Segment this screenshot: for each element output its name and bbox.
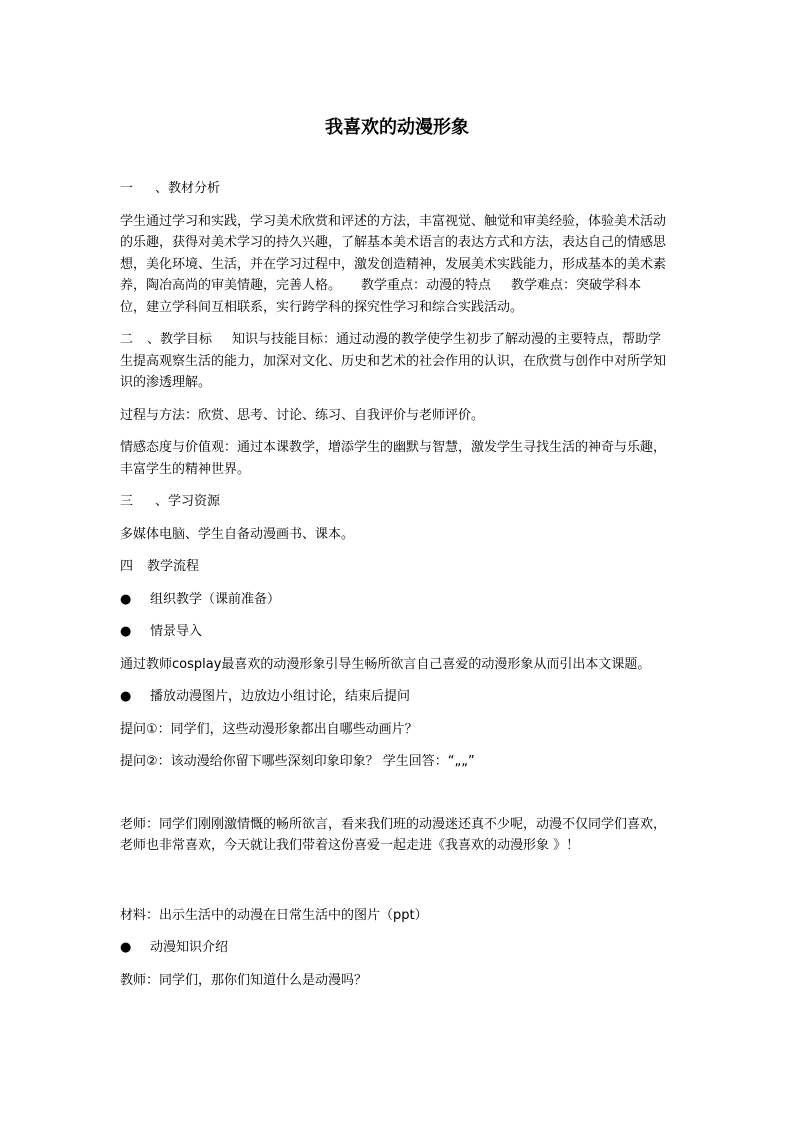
bullet-item-text: 情景导入 (150, 624, 203, 639)
section2-knowledge-goal: 知识与技能目标：通过动漫的教学使学生初步了解动漫的主要特点，帮助学生提高观察生活的能力，加深对文化、历史和艺术的社会作用的认识，在欣赏与创作中对所学知识的渗透理解。 (120, 332, 667, 390)
intro-paragraph: 通过教师cosplay最喜欢的动漫形象引导生畅所欲言自己喜爱的动漫形象从而引出本文课题。 (120, 656, 651, 672)
bullet-item-play-images (120, 686, 666, 708)
document-body (120, 178, 666, 1002)
section4-heading-text: 教学流程 (147, 559, 200, 574)
section1-body: 学生通过学习和实践，学习美术欣赏和评述的方法，丰富视觉、触觉和审美经验，体验美术活动的乐趣，获得对美术学习的持久兴趣，了解基本美术语言的表达方式和方法，表达自己的情感思想，美化环境、生活，并在学习过程中，激发创造精神，发展美术实践能力，形成基本的美术素养，陶冶高尚的审美情趣，完善人格。 (120, 213, 667, 293)
section1-difficult-point: 教学难点：突破学科本位，建立学科间互相联系，实行跨学科的探究性学习和综合实践活动。 (120, 278, 642, 315)
section1-key-point: 教学重点：动漫的特点 (361, 278, 492, 293)
teacher-question: 教师：同学们，那你们知道什么是动漫吗？ (120, 972, 368, 988)
blank-space (120, 784, 666, 814)
section2-heading-text: 、教学目标 (147, 332, 213, 347)
section2-emotion-goal: 情感态度与价值观：通过本课教学，增添学生的幽默与智慧，激发学生寻找生活的神奇与乐趣，丰富学生的精神世界。 (120, 440, 667, 477)
section4-heading-number: 四 (120, 559, 134, 574)
bullet-item-organize (120, 589, 666, 611)
bullet-item-text: 组织教学（课前准备） (150, 591, 281, 607)
bullet-item-scenario (120, 621, 666, 643)
teacher-speech: 老师：同学们刚刚激情慨的畅所欲言，看来我们班的动漫迷还真不少呢，动漫不仅同学们喜欢，老师也非常喜欢，今天就让我们带着这份喜爱一起走进《我喜欢的动漫形象 》！ (120, 816, 667, 853)
section3-body: 多媒体电脑、学生自备动漫画书、课本。 (120, 526, 355, 542)
section4-heading (120, 556, 666, 578)
section2-heading-number: 二 (120, 332, 134, 347)
bullet-dot-icon: ● (120, 689, 132, 704)
bullet-dot-icon: ● (120, 591, 132, 607)
bullet-item-text: 动漫知识介绍 (150, 940, 229, 955)
section2-paragraph (120, 329, 666, 394)
question-two-text: 提问②：该动漫给你留下哪些深刻印象印象？ (120, 754, 379, 769)
section3-heading (120, 491, 666, 513)
document-title: 我喜欢的动漫形象 (325, 117, 469, 138)
question-two (120, 751, 666, 773)
section1-paragraph (120, 211, 666, 319)
question-one: 提问①：同学们，这些动漫形象都出自哪些动画片？ (120, 721, 418, 737)
blank-space (120, 868, 666, 905)
material-line: 材料：出示生活中的动漫在日常生活中的图片（ppt） (120, 907, 428, 923)
bullet-item-text: 播放动漫图片，边放边小组讨论，结束后提问 (150, 689, 411, 704)
section1-heading-text: 、教材分析 (155, 181, 221, 196)
section1-heading-number: 一 (120, 181, 134, 196)
bullet-item-knowledge-intro (120, 937, 666, 959)
bullet-dot-icon: ● (120, 940, 132, 955)
section3-heading-number: 三 (120, 494, 134, 509)
section1-heading (120, 178, 666, 200)
student-answer: 学生回答：“„„” (382, 754, 475, 769)
section3-heading-text: 、学习资源 (155, 494, 221, 509)
section2-process-goal: 过程与方法：欣赏、思考、讨论、练习、自我评价与老师评价。 (120, 407, 485, 423)
bullet-dot-icon: ● (120, 624, 132, 639)
